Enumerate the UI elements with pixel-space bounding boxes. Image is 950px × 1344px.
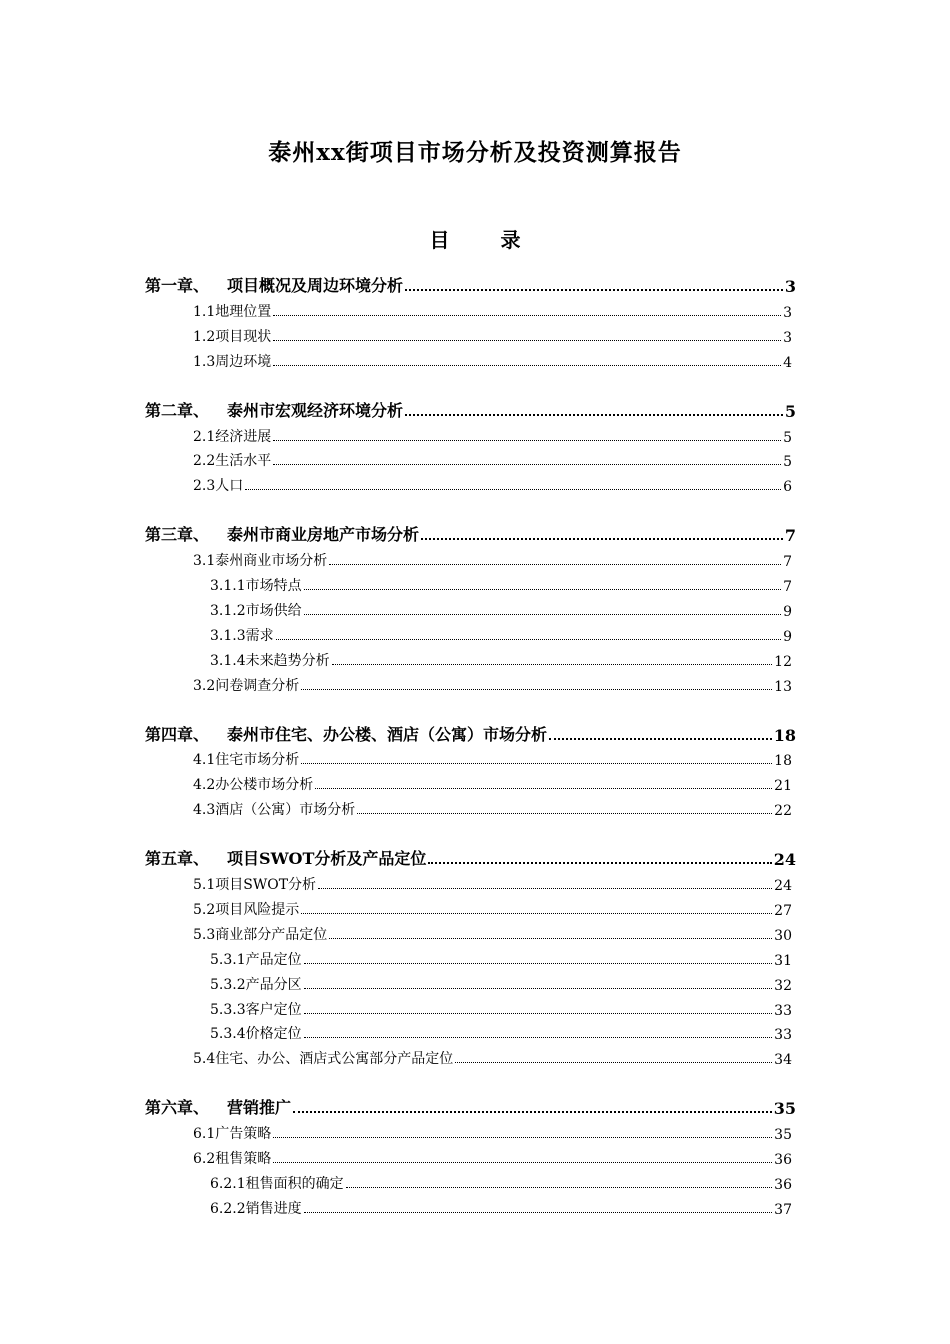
toc-section-entry[interactable] (210, 1196, 792, 1218)
toc-chapter-number: 第一章、 (145, 276, 210, 295)
toc-chapter-label (145, 273, 403, 296)
toc-dot-leader (304, 1036, 773, 1038)
toc-section-entry[interactable] (210, 972, 792, 994)
toc-page-number: 33 (774, 1002, 792, 1019)
toc-section-entry[interactable] (210, 997, 792, 1019)
toc-chapter-entry[interactable] (145, 523, 796, 545)
toc-section-title: 5.3.2产品分区 (210, 976, 302, 993)
toc-dot-leader (273, 314, 781, 316)
toc-dot-leader (273, 364, 781, 366)
toc-chapter-title: 泰州市住宅、办公楼、酒店（公寓）市场分析 (227, 724, 548, 744)
toc-page-number: 21 (774, 778, 792, 795)
toc-section-title: 3.1.4未来趋势分析 (210, 652, 330, 669)
toc-page-number: 35 (773, 1099, 796, 1119)
toc-page-number: 4 (783, 354, 792, 371)
toc-chapter-entry[interactable] (145, 847, 796, 869)
toc-dot-leader (405, 413, 783, 416)
toc-section-entry[interactable] (193, 872, 792, 894)
toc-section-entry[interactable] (193, 424, 792, 446)
toc-section-entry[interactable] (193, 548, 792, 570)
toc-dot-leader (329, 563, 781, 565)
toc-page-number: 31 (774, 952, 792, 969)
toc-dot-leader (304, 1211, 773, 1213)
toc-section-title: 5.3.4价格定位 (210, 1026, 302, 1043)
toc-section-title: 1.1地理位置 (193, 303, 272, 320)
toc-page-number: 7 (784, 526, 796, 546)
toc-dot-leader (245, 488, 781, 490)
toc-chapter-entry[interactable] (145, 274, 796, 296)
toc-dot-leader (549, 737, 772, 740)
toc-dot-leader (273, 339, 781, 341)
toc-chapter-title: 项目SWOT分析及产品定位 (227, 849, 427, 869)
toc-section-entry[interactable] (193, 299, 792, 321)
toc-chapter-label (145, 846, 426, 869)
toc-section-title: 3.1泰州商业市场分析 (193, 553, 328, 570)
toc-section-title: 6.1广告策略 (193, 1126, 272, 1143)
toc-page-number: 7 (783, 579, 792, 595)
toc-dot-leader (304, 987, 773, 989)
toc-dot-leader (273, 463, 781, 465)
toc-dot-leader (455, 1061, 772, 1063)
toc-section-entry[interactable] (210, 573, 792, 595)
toc-chapter-number: 第五章、 (145, 849, 210, 869)
toc-section-title: 5.4住宅、办公、酒店式公寓部分产品定位 (193, 1051, 454, 1068)
toc-section-title: 3.1.3需求 (210, 627, 274, 644)
toc-section-title: 6.2租售策略 (193, 1151, 272, 1167)
toc-page-number: 5 (783, 454, 792, 471)
toc-section-entry[interactable] (193, 797, 792, 819)
toc-chapter-label (145, 522, 419, 545)
toc-section-title: 2.3人口 (193, 478, 244, 495)
toc-chapter-title: 项目概况及周边环境分析 (227, 276, 404, 295)
toc-dot-leader (304, 613, 781, 615)
toc-section-entry[interactable] (210, 598, 792, 620)
toc-page-number: 22 (774, 803, 792, 820)
toc-section-title: 2.1经济进展 (193, 428, 272, 445)
toc-chapter-title: 泰州市宏观经济环境分析 (227, 400, 404, 420)
toc-section-entry[interactable] (210, 1021, 792, 1043)
toc-section-title: 4.1住宅市场分析 (193, 752, 300, 769)
toc-page-number: 5 (783, 429, 792, 446)
toc-page-number: 12 (774, 653, 792, 670)
toc-section-entry[interactable] (210, 947, 792, 969)
toc-chapter-number: 第三章、 (145, 525, 210, 545)
toc-page-number: 18 (774, 753, 792, 770)
toc-section-title: 6.2.1租售面积的确定 (210, 1175, 344, 1192)
toc-page-number: 13 (774, 678, 792, 695)
toc-page-number: 5 (784, 401, 796, 421)
toc-dot-leader (304, 588, 781, 590)
toc-section-title: 3.2问卷调查分析 (193, 677, 300, 694)
toc-dot-leader (405, 288, 783, 291)
toc-section-title: 3.1.2市场供给 (210, 602, 302, 619)
toc-dot-leader (304, 962, 773, 964)
toc-page-number: 30 (774, 927, 792, 944)
toc-section-entry[interactable] (193, 1146, 792, 1168)
toc-section-title: 1.3周边环境 (193, 353, 272, 370)
toc-page-number: 36 (774, 1176, 792, 1193)
toc-dot-leader (273, 439, 781, 441)
toc-chapter-entry[interactable] (145, 1096, 796, 1118)
toc-dot-leader (301, 912, 772, 914)
toc-page-number: 36 (774, 1152, 792, 1168)
toc-section-title: 3.1.1市场特点 (210, 578, 302, 594)
toc-chapter-entry[interactable] (145, 723, 796, 745)
toc-dot-leader (301, 762, 772, 764)
toc-heading: 目 录 (429, 228, 543, 252)
toc-dot-leader (329, 937, 772, 939)
toc-dot-leader (293, 1110, 772, 1113)
toc-page-number: 3 (784, 277, 796, 296)
toc-chapter-number: 第二章、 (145, 400, 210, 420)
toc-section-entry[interactable] (210, 1171, 792, 1193)
toc-dot-leader (332, 663, 773, 665)
toc-dot-leader (346, 1186, 773, 1188)
toc-section-entry[interactable] (193, 349, 792, 371)
toc-page-number: 18 (773, 725, 796, 745)
toc-section-entry[interactable] (210, 648, 792, 670)
toc-page-number: 27 (774, 902, 792, 919)
toc-dot-leader (276, 638, 781, 640)
toc-page-number: 33 (774, 1027, 792, 1044)
toc-section-entry[interactable] (193, 448, 792, 470)
toc-section-title: 5.3.1产品定位 (210, 951, 302, 968)
toc-section-title: 5.1项目SWOT分析 (193, 877, 317, 893)
toc-page-number: 3 (783, 304, 792, 321)
toc-page-number: 6 (783, 479, 792, 496)
toc-section-title: 5.3.3客户定位 (210, 1001, 302, 1018)
toc-chapter-title: 营销推广 (227, 1098, 292, 1118)
toc-section-title: 4.3酒店（公寓）市场分析 (193, 802, 356, 819)
toc-section-title: 1.2项目现状 (193, 328, 272, 345)
toc-chapter-entry[interactable] (145, 399, 796, 421)
toc-page-number: 35 (774, 1127, 792, 1144)
toc-dot-leader (273, 1136, 772, 1138)
toc-section-entry[interactable] (210, 623, 792, 645)
toc-section-entry[interactable] (193, 897, 792, 919)
toc-page-number: 24 (773, 850, 796, 870)
toc-section-entry[interactable] (193, 673, 792, 695)
toc-dot-leader (304, 1012, 773, 1014)
toc-chapter-number: 第四章、 (145, 724, 210, 744)
toc-chapter-number: 第六章、 (145, 1098, 210, 1118)
toc-section-entry[interactable] (193, 772, 792, 794)
toc-chapter-label (145, 722, 547, 745)
toc-dot-leader (421, 537, 783, 540)
toc-dot-leader (315, 787, 772, 789)
toc-dot-leader (357, 812, 772, 814)
toc-page-number: 9 (783, 603, 792, 620)
toc-dot-leader (301, 688, 772, 690)
toc-chapter-label (145, 1095, 291, 1118)
toc-chapter-label (145, 398, 403, 421)
toc-section-title: 5.2项目风险提示 (193, 901, 300, 918)
document-title: 泰州xx街项目市场分析及投资测算报告 (268, 139, 682, 166)
toc-section-title: 4.2办公楼市场分析 (193, 777, 314, 794)
toc-page-number: 32 (774, 977, 792, 994)
toc-page-number: 9 (783, 628, 792, 645)
toc-section-entry[interactable] (193, 324, 792, 346)
toc-page-number: 34 (774, 1052, 792, 1069)
toc-page-number: 24 (774, 878, 792, 894)
toc-page-number: 3 (783, 329, 792, 346)
toc-dot-leader (318, 887, 772, 889)
toc-section-entry[interactable] (193, 922, 792, 944)
toc-section-title: 5.3商业部分产品定位 (193, 926, 328, 943)
toc-page-number: 7 (783, 554, 792, 571)
toc-section-entry[interactable] (193, 1121, 792, 1143)
toc-section-entry[interactable] (193, 1046, 792, 1068)
toc-section-entry[interactable] (193, 473, 792, 495)
toc-section-title: 2.2生活水平 (193, 453, 272, 470)
toc-section-title: 6.2.2销售进度 (210, 1200, 302, 1217)
toc-dot-leader (273, 1161, 772, 1163)
toc-chapter-title: 泰州市商业房地产市场分析 (227, 525, 420, 545)
toc-dot-leader (428, 861, 771, 864)
toc-page-number: 37 (774, 1201, 792, 1218)
toc-section-entry[interactable] (193, 747, 792, 769)
